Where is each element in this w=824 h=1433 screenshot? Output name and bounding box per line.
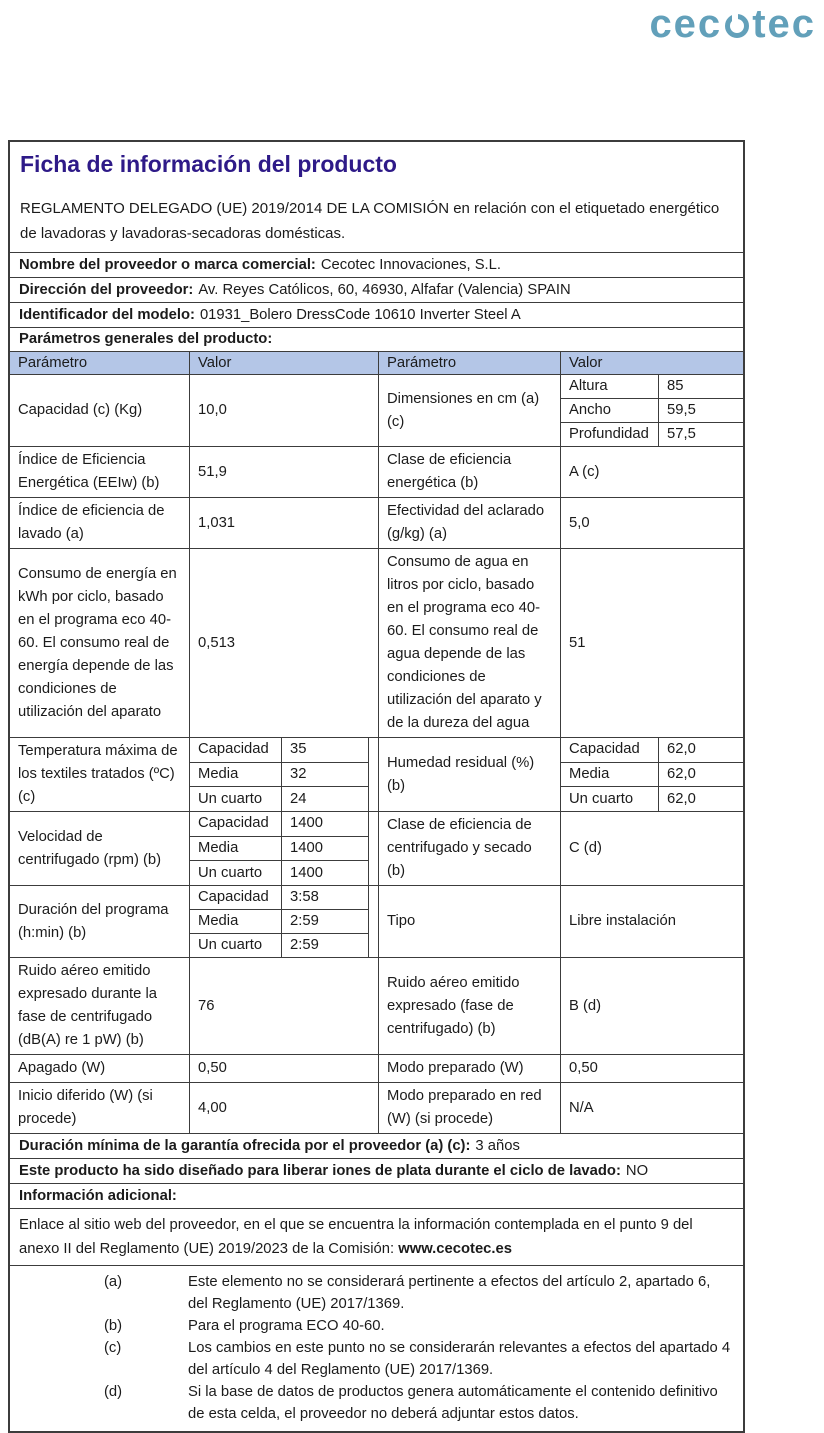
general-params-heading: Parámetros generales del producto: — [19, 331, 273, 347]
footnote-text: Los cambios en este punto no se considerarán relevantes a efectos del apartado 4 del artículo 4 del Reglamento (UE) 2017/1369. — [188, 1340, 731, 1378]
duration-subtable — [190, 886, 369, 957]
address-label: Dirección del proveedor: — [19, 281, 194, 298]
sub-row — [190, 786, 368, 811]
dimensions-subtable — [561, 375, 743, 446]
table-row-energy-water — [10, 548, 743, 737]
param-label: Velocidad de centrifugado (rpm) (b) — [18, 828, 162, 868]
param-label: Clase de eficiencia energética (b) — [378, 447, 560, 497]
param-label: Modo preparado (W) — [378, 1055, 560, 1082]
param-label: Temperatura máxima de los textiles tratados (ºC) (c) — [18, 743, 178, 805]
temperature-subtable-cell — [189, 738, 378, 811]
sub-row — [561, 738, 743, 762]
footnote-marker: (b) — [104, 1318, 123, 1334]
sub-row — [561, 786, 743, 811]
sub-row — [561, 422, 743, 446]
sub-value: 59,5 — [658, 399, 743, 422]
sub-value: 1400 — [281, 861, 368, 885]
param-label: Consumo de energía en kWh por ciclo, basado en el programa eco 40-60. El consumo real de energía depende de las condiciones de utilización del aparato — [18, 565, 177, 720]
website-url: www.cecotec.es — [398, 1241, 512, 1257]
param-label: Clase de eficiencia de centrifugado y secado (b) — [378, 812, 560, 885]
cecotec-logo — [649, 2, 816, 46]
title-block — [10, 142, 743, 252]
power-icon-bar — [732, 9, 738, 26]
product-information-sheet — [8, 140, 745, 1433]
param-label: Índice de Eficiencia Energética (EEIw) (b) — [18, 452, 160, 491]
param-value: 0,50 — [189, 1055, 378, 1082]
sub-value: 35 — [281, 738, 368, 762]
table-row-spin-class — [10, 811, 743, 885]
param-label: Modo preparado en red (W) (si procede) — [378, 1083, 560, 1133]
table-row-duration-type — [10, 885, 743, 957]
table-row-capacity-dimensions — [10, 374, 743, 446]
sub-label: Capacidad — [198, 815, 269, 832]
sub-label: Un cuarto — [198, 864, 263, 881]
column-header: Parámetro — [378, 352, 560, 374]
sub-row — [190, 909, 368, 933]
table-row-temperature-humidity — [10, 737, 743, 811]
sub-row — [190, 836, 368, 861]
sub-value: 57,5 — [658, 423, 743, 446]
duration-subtable-cell — [189, 886, 378, 957]
sub-label: Profundidad — [569, 426, 649, 442]
footnote-a — [10, 1271, 737, 1315]
sub-label: Un cuarto — [198, 790, 263, 807]
sub-row — [561, 398, 743, 422]
footnote-c — [10, 1337, 737, 1381]
column-header: Valor — [560, 352, 743, 374]
sub-row — [190, 886, 368, 909]
humidity-subtable-cell — [560, 738, 743, 811]
regulation-intro: REGLAMENTO DELEGADO (UE) 2019/2014 DE LA COMISIÓN en relación con el etiquetado energético de lavadoras y lavadoras-secadoras domésticas. — [20, 200, 720, 242]
table-row-delay-network — [10, 1082, 743, 1133]
param-label: Ruido aéreo emitido expresado (fase de centrifugado) (b) — [378, 958, 560, 1054]
param-label: Tipo — [378, 886, 560, 957]
table-row-eei-class — [10, 446, 743, 497]
footnote-text: Este elemento no se considerará pertinente a efectos del artículo 2, apartado 6, del Reglamento (UE) 2017/1369. — [188, 1274, 711, 1312]
address-row — [10, 277, 743, 302]
table-row-wash-rinse — [10, 497, 743, 548]
param-label: Índice de eficiencia de lavado (a) — [18, 503, 165, 542]
sub-value: 62,0 — [658, 787, 743, 811]
sub-label: Media — [198, 766, 239, 782]
power-icon — [725, 14, 749, 38]
humidity-subtable — [561, 738, 743, 811]
param-value: 51,9 — [189, 447, 378, 497]
supplier-value: Cecotec Innovaciones, S.L. — [320, 256, 502, 273]
additional-info-heading-row — [10, 1183, 743, 1208]
sub-label: Media — [198, 840, 239, 856]
param-value: A (c) — [560, 447, 743, 497]
general-params-heading-row — [10, 327, 743, 351]
warranty-row — [10, 1133, 743, 1158]
sub-row — [190, 812, 368, 836]
sub-label: Un cuarto — [569, 790, 634, 807]
param-value: Libre instalación — [560, 886, 743, 957]
sub-label: Capacidad — [198, 889, 269, 905]
sub-row — [190, 860, 368, 885]
param-value: B (d) — [560, 958, 743, 1054]
param-value: C (d) — [560, 812, 743, 885]
param-value: 0,50 — [560, 1055, 743, 1082]
dimensions-subtable-cell — [560, 375, 743, 446]
param-value: 76 — [189, 958, 378, 1054]
param-value: 4,00 — [189, 1083, 378, 1133]
footnote-marker: (a) — [104, 1274, 123, 1290]
table-row-off-standby — [10, 1054, 743, 1082]
sub-label: Capacidad — [198, 741, 269, 758]
warranty-value: 3 años — [475, 1137, 520, 1154]
param-value: 5,0 — [560, 498, 743, 548]
sub-value: 1400 — [281, 812, 368, 836]
column-header: Parámetro — [10, 352, 189, 374]
param-label: Capacidad (c) (Kg) — [18, 402, 143, 418]
silver-ions-label: Este producto ha sido diseñado para liberar iones de plata durante el ciclo de lavado: — [19, 1162, 621, 1179]
sub-label: Capacidad — [569, 741, 640, 758]
footnotes-block — [10, 1265, 743, 1431]
param-label: Humedad residual (%) (b) — [378, 738, 560, 811]
sub-row — [190, 762, 368, 787]
silver-ions-row — [10, 1158, 743, 1183]
address-value: Av. Reyes Católicos, 60, 46930, Alfafar (Valencia) SPAIN — [198, 281, 571, 298]
sub-value: 3:58 — [281, 886, 368, 909]
param-label: Ruido aéreo emitido expresado durante la fase de centrifugado (dB(A) re 1 pW) (b) — [18, 963, 158, 1048]
sub-label: Ancho — [569, 402, 611, 418]
param-label: Duración del programa (h:min) (b) — [18, 901, 169, 941]
footnote-marker: (d) — [104, 1384, 123, 1400]
sub-row — [190, 933, 368, 957]
sub-row — [561, 762, 743, 787]
param-label: Efectividad del aclarado (g/kg) (a) — [378, 498, 560, 548]
param-label: Consumo de agua en litros por ciclo, basado en el programa eco 40-60. El consumo real de agua depende de las condiciones de utilización del aparato y de la dureza del agua — [378, 549, 560, 737]
footnote-b — [10, 1315, 737, 1337]
model-row — [10, 302, 743, 327]
page-title: Ficha de información del producto — [20, 151, 397, 177]
param-value: 0,513 — [189, 549, 378, 737]
footnote-marker: (c) — [104, 1340, 122, 1356]
sub-value: 62,0 — [658, 763, 743, 787]
website-text: Enlace al sitio web del proveedor, en el que se encuentra la información contemplada en el punto 9 del anexo II del Reglamento (UE) 2019/2023 de la Comisión: — [19, 1217, 693, 1257]
footnote-text: Para el programa ECO 40-60. — [188, 1318, 385, 1334]
sub-value: 32 — [281, 763, 368, 787]
param-label: Apagado (W) — [18, 1060, 106, 1076]
param-value: 10,0 — [189, 375, 378, 446]
spin-subtable — [190, 812, 369, 885]
additional-info-heading: Información adicional: — [19, 1187, 177, 1204]
footnote-text: Si la base de datos de productos genera automáticamente el contenido definitivo de esta celda, el proveedor no deberá adjuntar estos datos. — [188, 1384, 718, 1422]
sub-row — [561, 375, 743, 398]
param-value: N/A — [560, 1083, 743, 1133]
table-row-noise — [10, 957, 743, 1054]
sub-value: 62,0 — [658, 738, 743, 762]
sub-label: Media — [569, 766, 610, 782]
footnote-d — [10, 1381, 737, 1425]
sub-value: 85 — [658, 375, 743, 398]
param-label: Dimensiones en cm (a) (c) — [378, 375, 560, 446]
sub-value: 1400 — [281, 837, 368, 861]
logo-text-prefix: cec — [649, 2, 723, 46]
table-header-row — [10, 351, 743, 374]
logo-text-suffix: tec — [752, 2, 816, 46]
spin-subtable-cell — [189, 812, 378, 885]
param-label: Inicio diferido (W) (si procede) — [18, 1088, 153, 1127]
sub-label: Altura — [569, 378, 608, 394]
sub-label: Un cuarto — [198, 937, 263, 953]
model-value: 01931_Bolero DressCode 10610 Inverter Steel A — [199, 306, 521, 323]
temperature-subtable — [190, 738, 369, 811]
param-value: 51 — [560, 549, 743, 737]
sub-label: Media — [198, 913, 239, 929]
warranty-label: Duración mínima de la garantía ofrecida por el proveedor (a) (c): — [19, 1137, 471, 1154]
website-row — [10, 1208, 743, 1265]
column-header: Valor — [189, 352, 378, 374]
sub-value: 2:59 — [281, 934, 368, 957]
model-label: Identificador del modelo: — [19, 306, 195, 323]
silver-ions-value: NO — [625, 1162, 649, 1179]
sub-row — [190, 738, 368, 762]
param-value: 1,031 — [189, 498, 378, 548]
sub-value: 24 — [281, 787, 368, 811]
sub-value: 2:59 — [281, 910, 368, 933]
supplier-row — [10, 252, 743, 277]
supplier-label: Nombre del proveedor o marca comercial: — [19, 256, 316, 273]
